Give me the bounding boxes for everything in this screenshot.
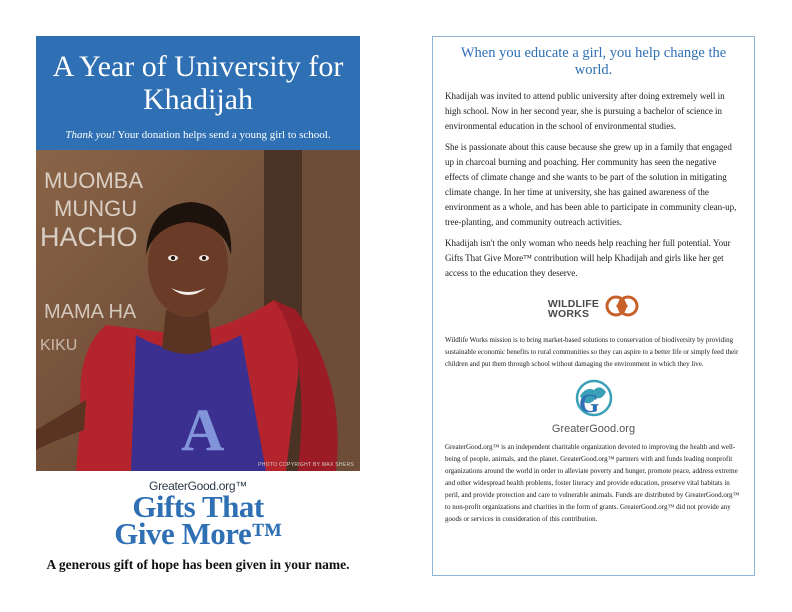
dedication-line: A generous gift of hope has been given in your name. — [46, 557, 350, 572]
story-paragraph-1: Khadijah was invited to attend public university after doing extremely well in high school. Now in her second year, she is pursuing a bachelor of science in environmental education in the school of environmental studies. — [445, 91, 725, 131]
greatergood-globe-icon — [566, 389, 622, 424]
photo-credit: PHOTO COPYRIGHT BY MAX SHERS — [258, 462, 354, 468]
card-title: A Year of University for Khadijah — [52, 50, 344, 116]
ww-line-2: WORKS — [547, 307, 590, 320]
svg-text:A: A — [181, 397, 225, 463]
gift-card-front — [36, 36, 360, 573]
chalk-line-1: MUOMBA — [44, 168, 143, 193]
brand-line-2: Give More™ — [114, 516, 282, 551]
greatergood-logo — [445, 378, 742, 435]
greatergood-wordmark: GreaterGood.org™ — [149, 479, 247, 493]
chalk-line-3: HACHO — [40, 222, 138, 252]
story-paragraph-2: She is passionate about this cause because she grew up in a family that engaged up in charcoal burning and poaching. Her community has seen the negative effects of climate change and she wants to be part of the solution in mitigating climate change. In her time at university, she has gained awareness of the environment as a whole, and has been able to participate in community clean-up, tree-planting, and community outreach activities. — [445, 142, 737, 227]
chalk-line-4: MAMA HA — [44, 301, 137, 323]
chalk-line-5: KIKU — [40, 337, 78, 354]
gifts-that-give-more-logo — [36, 479, 360, 551]
greatergood-name: GreaterGood.org — [551, 423, 636, 435]
thanks-line — [36, 129, 360, 141]
svg-text:G: G — [578, 389, 599, 418]
brand-line-1: Gifts That — [132, 489, 264, 524]
khadijah-photo — [36, 150, 360, 471]
title-banner — [36, 36, 360, 150]
wildlife-works-description: Wildlife Works mission is to bring market-based solutions to conservation of biodiversity by providing sustainable economic benefits to rural communities so they can aspire to a better life or simply feed their children and put them through school without damaging the environment in which they live. — [445, 336, 739, 368]
wildlife-works-wordmark — [548, 299, 599, 319]
story-paragraph-3: Khadijah isn't the only woman who needs help reaching her full potential. Your Gifts That Give More™ contribution will help Khadijah and girls like her get access to the education they deserve. — [445, 238, 731, 278]
headline: When you educate a girl, you help change the world. — [460, 45, 727, 78]
chalk-line-2: MUNGU — [54, 196, 138, 221]
thanks-emphasis: Thank you! — [65, 129, 116, 141]
wildlife-works-logo — [445, 295, 742, 322]
greatergood-description: GreaterGood.org™ is an independent charitable organization devoted to improving the health and well-being of people, animals, and the planet. GreaterGood.org™ partners with and funds leading nonprofit organizations around the world in order to alleviate poverty and hunger, promote peace, address extreme and other widespread health problems, foster literacy and provide education, preserve vital habitats in peril, and provide protection and care to vulnerable animals. Funds are distributed by GreaterGood.org™ to non-profit organizations and charities in the form of grants. GreaterGood.org™ did not provide any goods or services in consideration of this contribution. — [445, 443, 740, 523]
wildlife-works-swirl-icon — [605, 295, 639, 322]
ww-line-1: WILDLIFE — [547, 297, 600, 310]
thanks-text: Your donation helps send a young girl to school. — [115, 129, 331, 141]
gift-card-back — [432, 36, 755, 576]
